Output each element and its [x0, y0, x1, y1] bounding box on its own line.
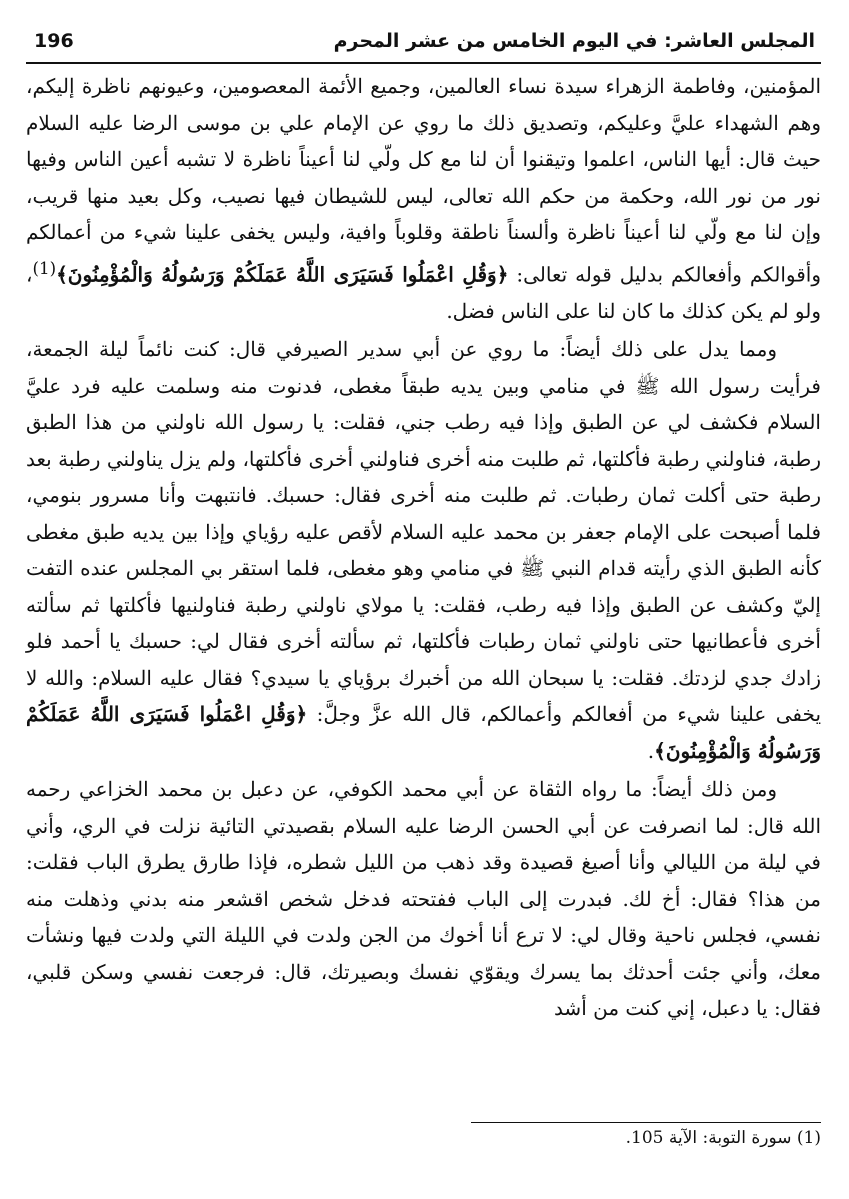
- paragraph: [26, 331, 821, 769]
- paragraph: ومن ذلك أيضاً: ما رواه الثقاة عن أبي محمد الكوفي، عن دعبل بن محمد الخزاعي رحمه الله قال: لما انصرفت عن أبي الحسن الرضا عليه السلام بقصيدتي التائية نزلت في الري، وأني في ليلة من الليالي وأنا أصيغ قصيدة وقد ذهب من الليل شطره، فإذا طارق يطرق الباب فقلت: من هذا؟ فقال: أخ لك. فبدرت إلى الباب ففتحته فدخل شخص اقشعر منه بدني وذهلت منه نفسي، فجلس ناحية وقال لي: لا ترع أنا أخوك من الجن ولدت في الليلة التي ولدت فيها ونشأت معك، وأني جئت أحدثك بما يسرك ويقوّي نفسك وبصيرتك، قال: فرجعت نفسي وسكن قلبي، فقال: يا دعبل، إني كنت من أشد: [26, 777, 821, 1021]
- footnote-reference: (1): [32, 258, 57, 278]
- quran-verse: ﴿وَقُلِ اعْمَلُوا فَسَيَرَى اللَّهُ عَمَلَكُمْ وَرَسُولُهُ وَالْمُؤْمِنُونَ﴾: [26, 702, 821, 763]
- footnote-marker: (1): [796, 1128, 821, 1148]
- paragraph-text: المؤمنين، وفاطمة الزهراء سيدة نساء العالمين، وجميع الأئمة المعصومين، وعيونهم ناظرة إليكم، وهم الشهداء عليَّ وعليكم، وتصديق ذلك ما روي عن الإمام علي بن موسى الرضا عليه السلام حيث قال: أيها الناس، اعلموا وتيقنوا أن لنا مع كل ولّي لنا أعيناً ناظرة لا تشبه أعين الناس وفيها نور من نور الله، وحكمة من حكم الله تعالى، ليس للشيطان فيها نصيب، وكل بعيد منها قريب، وإن لنا مع ولّي لنا أعيناً ناظرة وألسناً ناطقة وقلوباً وافية، وليس يخفى علينا شيء من أعمالكم وأقوالكم وأفعالكم بدليل قوله تعالى:: [26, 74, 821, 287]
- paragraph-text: ، ولو لم يكن كذلك ما كان لنا على الناس فضل.: [26, 262, 821, 323]
- paragraph: [26, 68, 821, 329]
- footnote-text: سورة التوبة: الآية 105.: [625, 1128, 792, 1148]
- paragraph-text: ومما يدل على ذلك أيضاً: ما روي عن أبي سدير الصيرفي قال: كنت نائماً ليلة الجمعة، فرأيت رسول الله ﷺ في منامي وبين يديه طبقاً مغطى، فدنوت منه وسلمت عليه فرد عليَّ السلام فكشف لي عن الطبق وإذا فيه رطب جني، فقلت: يا رسول الله ناولني من هذا الطبق رطبة، فناولني رطبة فأكلتها، ثم طلبت منه أخرى فناولني أخرى فأكلتها، ولم يزل يناولني رطبة بعد رطبة حتى أكلت ثمان رطبات. ثم طلبت منه أخرى فقال: حسبك. فانتبهت وأنا مسرور بنومي، فلما أصبحت على الإمام جعفر بن محمد عليه السلام لأقص عليه رؤياي وإذا بين يديه طبق مغطى كأنه الطبق الذي رأيته قدام النبي ﷺ في منامي وهو مغطى، فلما استقر بي المجلس عنده التفت إليّ وكشف عن الطبق وإذا فيه رطب، فقلت: يا مولاي ناولني رطبة فناولنيها فأكلتها ثم سألته أخرى فأعطانيها حتى ناولني ثمان رطبات فأكلتها، ثم سألته أخرى فقال لي: حسبك يا أحمد فلو زادك جدي لزدتك. فقلت: يا سبحان الله من أخبرك برؤياي يا سيدي؟ فقال عليه السلام: والله لا يخفى علينا شيء من أفعالكم وأعمالكم، قال الله عزَّ وجلَّ:: [26, 337, 822, 727]
- footnote: [626, 1128, 821, 1148]
- chapter-title: المجلس العاشر: في اليوم الخامس من عشر المحرم: [333, 30, 815, 52]
- page-number: 196: [34, 30, 74, 52]
- quran-verse: ﴿وَقُلِ اعْمَلُوا فَسَيَرَى اللَّهُ عَمَلَكُمْ وَرَسُولُهُ وَالْمُؤْمِنُونَ﴾: [56, 262, 509, 287]
- main-text: [26, 68, 821, 1027]
- page-header: [26, 28, 821, 64]
- footnote-divider: [471, 1122, 821, 1123]
- paragraph-text: .: [647, 738, 655, 763]
